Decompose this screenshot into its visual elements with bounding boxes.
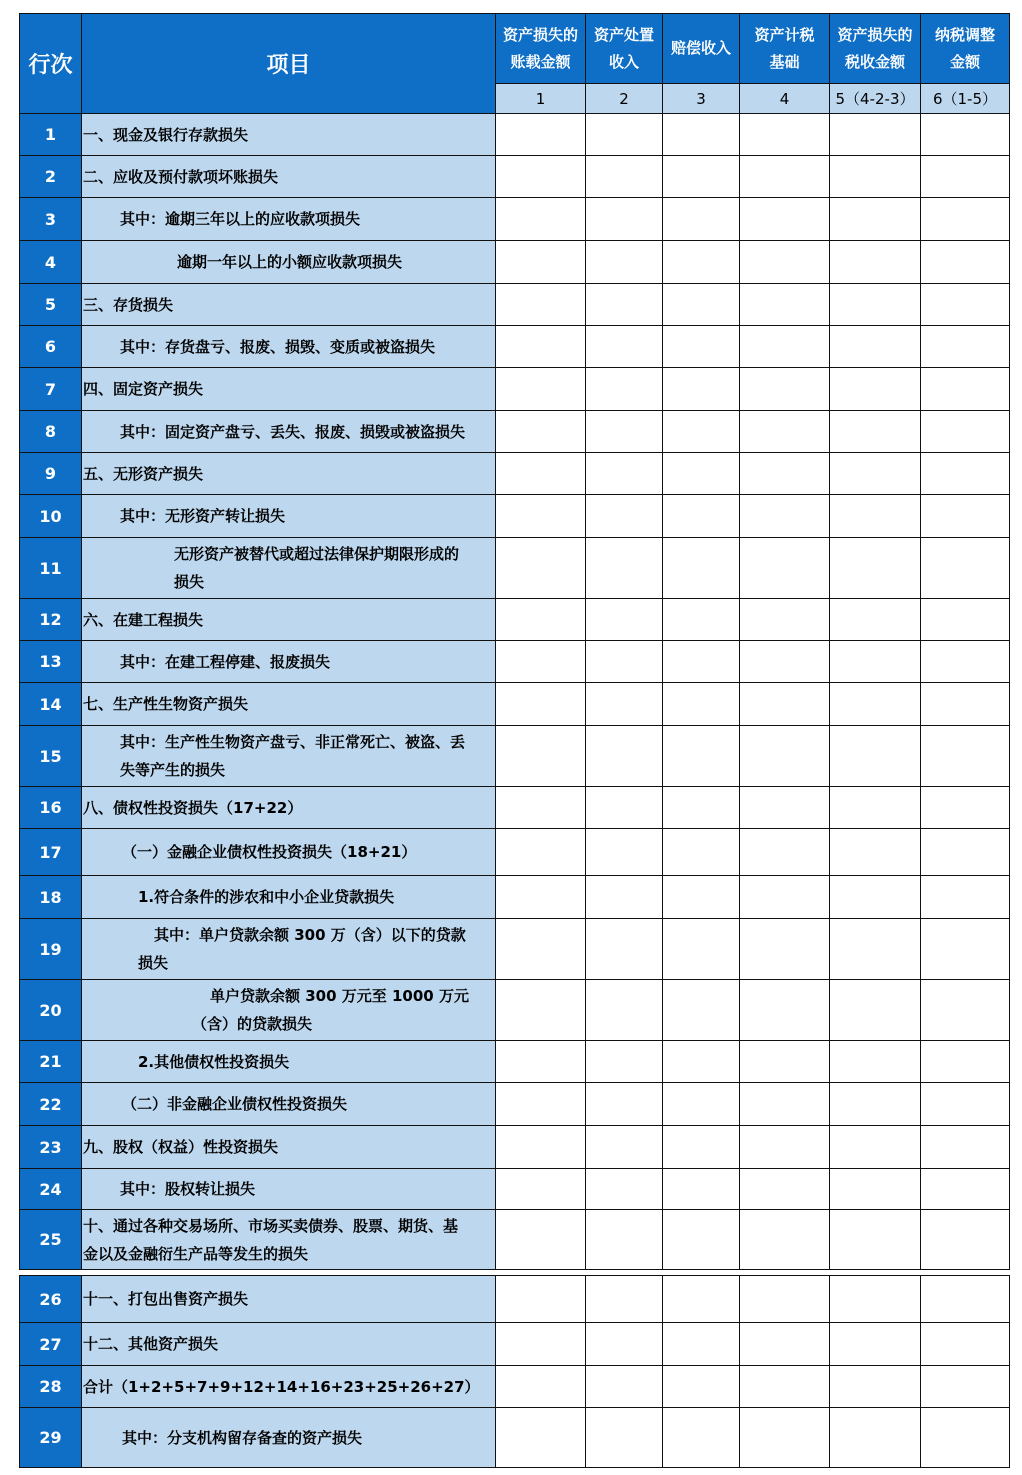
value-cell[interactable] <box>830 1083 921 1126</box>
value-cell[interactable] <box>830 284 921 326</box>
row-number: 12 <box>20 599 82 641</box>
row-number: 16 <box>20 787 82 829</box>
row-item-label: （二）非金融企业债权性投资损失 <box>82 1083 496 1126</box>
value-cell[interactable] <box>586 1126 663 1169</box>
value-cell[interactable] <box>740 1083 830 1126</box>
value-cell[interactable] <box>496 453 586 495</box>
value-cell[interactable] <box>586 368 663 411</box>
value-cell[interactable] <box>740 368 830 411</box>
value-cell[interactable] <box>830 114 921 156</box>
value-cell[interactable] <box>740 114 830 156</box>
value-cell[interactable] <box>496 683 586 726</box>
value-cell[interactable] <box>921 599 1010 641</box>
row-number: 10 <box>20 495 82 538</box>
table-row <box>20 919 1010 980</box>
value-cell[interactable] <box>830 198 921 241</box>
value-cell[interactable] <box>663 980 740 1041</box>
value-cell[interactable] <box>740 876 830 919</box>
value-cell[interactable] <box>830 641 921 683</box>
table-row <box>20 284 1010 326</box>
value-cell[interactable] <box>921 241 1010 284</box>
value-cell[interactable] <box>586 1323 663 1366</box>
table-row <box>20 1323 1010 1366</box>
row-number: 8 <box>20 411 82 453</box>
value-cell[interactable] <box>496 641 586 683</box>
row-item-label: 其中：在建工程停建、报废损失 <box>82 641 496 683</box>
row-number: 26 <box>20 1276 82 1323</box>
row-number: 6 <box>20 326 82 368</box>
row-item-label: 逾期一年以上的小额应收款项损失 <box>82 241 496 284</box>
value-cell[interactable] <box>740 919 830 980</box>
header-index-6: 6（1-5） <box>921 84 1010 114</box>
row-number: 27 <box>20 1323 82 1366</box>
table-row <box>20 241 1010 284</box>
value-cell[interactable] <box>740 829 830 876</box>
value-cell[interactable] <box>830 876 921 919</box>
table-row <box>20 1169 1010 1210</box>
value-cell[interactable] <box>921 156 1010 198</box>
table-row <box>20 1276 1010 1323</box>
table-row <box>20 1210 1010 1270</box>
value-cell[interactable] <box>663 919 740 980</box>
row-item-label: 单户贷款余额 300 万元至 1000 万元 （含）的贷款损失 <box>82 980 496 1041</box>
value-cell[interactable] <box>740 198 830 241</box>
row-item-label: 一、现金及银行存款损失 <box>82 114 496 156</box>
value-cell[interactable] <box>663 198 740 241</box>
header-col-5: 资产损失的 税收金额 <box>830 14 921 84</box>
value-cell[interactable] <box>921 829 1010 876</box>
table-row <box>20 980 1010 1041</box>
value-cell[interactable] <box>921 787 1010 829</box>
value-cell[interactable] <box>496 1210 586 1270</box>
header-col-6: 纳税调整 金额 <box>921 14 1010 84</box>
value-cell[interactable] <box>921 1323 1010 1366</box>
row-number: 19 <box>20 919 82 980</box>
value-cell[interactable] <box>921 538 1010 599</box>
value-cell[interactable] <box>586 198 663 241</box>
row-item-label: 其中：逾期三年以上的应收款项损失 <box>82 198 496 241</box>
value-cell[interactable] <box>830 156 921 198</box>
value-cell[interactable] <box>921 980 1010 1041</box>
row-item-label: 1.符合条件的涉农和中小企业贷款损失 <box>82 876 496 919</box>
value-cell[interactable] <box>740 495 830 538</box>
value-cell[interactable] <box>586 538 663 599</box>
table-row <box>20 876 1010 919</box>
row-item-label: 其中：存货盘亏、报废、损毁、变质或被盗损失 <box>82 326 496 368</box>
value-cell[interactable] <box>740 284 830 326</box>
value-cell[interactable] <box>496 1126 586 1169</box>
table-row <box>20 1041 1010 1083</box>
value-cell[interactable] <box>496 284 586 326</box>
row-item-label: 六、在建工程损失 <box>82 599 496 641</box>
row-item-label: 十、通过各种交易场所、市场买卖债券、股票、期货、基 金以及金融衍生产品等发生的损失 <box>82 1210 496 1270</box>
value-cell[interactable] <box>496 980 586 1041</box>
row-number: 11 <box>20 538 82 599</box>
value-cell[interactable] <box>663 641 740 683</box>
value-cell[interactable] <box>830 683 921 726</box>
row-item-label: 十一、打包出售资产损失 <box>82 1276 496 1323</box>
row-number: 24 <box>20 1169 82 1210</box>
row-number: 21 <box>20 1041 82 1083</box>
value-cell[interactable] <box>921 495 1010 538</box>
table-row <box>20 829 1010 876</box>
row-number: 4 <box>20 241 82 284</box>
table-row <box>20 683 1010 726</box>
value-cell[interactable] <box>921 1041 1010 1083</box>
value-cell[interactable] <box>586 599 663 641</box>
value-cell[interactable] <box>830 1126 921 1169</box>
value-cell[interactable] <box>740 241 830 284</box>
value-cell[interactable] <box>921 641 1010 683</box>
header-col-2: 资产处置 收入 <box>586 14 663 84</box>
row-number: 13 <box>20 641 82 683</box>
row-number: 2 <box>20 156 82 198</box>
value-cell[interactable] <box>921 368 1010 411</box>
value-cell[interactable] <box>663 1041 740 1083</box>
header-col-4: 资产计税 基础 <box>740 14 830 84</box>
value-cell[interactable] <box>663 241 740 284</box>
value-cell[interactable] <box>586 284 663 326</box>
row-item-label: 其中：单户贷款余额 300 万（含）以下的贷款 损失 <box>82 919 496 980</box>
table-row <box>20 114 1010 156</box>
row-item-label: 十二、其他资产损失 <box>82 1323 496 1366</box>
value-cell[interactable] <box>663 1126 740 1169</box>
value-cell[interactable] <box>830 1169 921 1210</box>
row-item-label: 九、股权（权益）性投资损失 <box>82 1126 496 1169</box>
value-cell[interactable] <box>663 599 740 641</box>
value-cell[interactable] <box>921 1276 1010 1323</box>
value-cell[interactable] <box>921 1169 1010 1210</box>
value-cell[interactable] <box>830 787 921 829</box>
value-cell[interactable] <box>663 538 740 599</box>
value-cell[interactable] <box>663 683 740 726</box>
value-cell[interactable] <box>586 1083 663 1126</box>
value-cell[interactable] <box>496 368 586 411</box>
row-number: 28 <box>20 1366 82 1408</box>
value-cell[interactable] <box>496 599 586 641</box>
header-index-2: 2 <box>586 84 663 114</box>
value-cell[interactable] <box>921 284 1010 326</box>
table-row <box>20 726 1010 787</box>
table-row <box>20 326 1010 368</box>
value-cell[interactable] <box>663 284 740 326</box>
value-cell[interactable] <box>586 156 663 198</box>
row-item-label: 其中：分支机构留存备查的资产损失 <box>82 1408 496 1468</box>
row-item-label: 四、固定资产损失 <box>82 368 496 411</box>
value-cell[interactable] <box>586 683 663 726</box>
value-cell[interactable] <box>586 1366 663 1408</box>
value-cell[interactable] <box>586 641 663 683</box>
row-item-label: 其中：股权转让损失 <box>82 1169 496 1210</box>
row-item-label: 无形资产被替代或超过法律保护期限形成的 损失 <box>82 538 496 599</box>
value-cell[interactable] <box>586 453 663 495</box>
value-cell[interactable] <box>663 411 740 453</box>
value-cell[interactable] <box>586 726 663 787</box>
value-cell[interactable] <box>830 495 921 538</box>
value-cell[interactable] <box>496 787 586 829</box>
value-cell[interactable] <box>921 726 1010 787</box>
value-cell[interactable] <box>663 1408 740 1468</box>
value-cell[interactable] <box>740 1366 830 1408</box>
value-cell[interactable] <box>496 1323 586 1366</box>
row-item-label: 七、生产性生物资产损失 <box>82 683 496 726</box>
header-col-3: 赔偿收入 <box>663 14 740 84</box>
value-cell[interactable] <box>663 1276 740 1323</box>
value-cell[interactable] <box>921 919 1010 980</box>
value-cell[interactable] <box>830 326 921 368</box>
value-cell[interactable] <box>496 198 586 241</box>
table-row <box>20 495 1010 538</box>
value-cell[interactable] <box>830 538 921 599</box>
value-cell[interactable] <box>740 1323 830 1366</box>
row-number: 3 <box>20 198 82 241</box>
value-cell[interactable] <box>496 538 586 599</box>
table-row <box>20 368 1010 411</box>
value-cell[interactable] <box>740 1210 830 1270</box>
row-item-label: 2.其他债权性投资损失 <box>82 1041 496 1083</box>
value-cell[interactable] <box>663 495 740 538</box>
value-cell[interactable] <box>740 683 830 726</box>
value-cell[interactable] <box>921 411 1010 453</box>
table-row <box>20 411 1010 453</box>
table-row <box>20 1126 1010 1169</box>
header-index-4: 4 <box>740 84 830 114</box>
value-cell[interactable] <box>496 876 586 919</box>
value-cell[interactable] <box>586 114 663 156</box>
value-cell[interactable] <box>830 1276 921 1323</box>
value-cell[interactable] <box>496 1408 586 1468</box>
row-number: 5 <box>20 284 82 326</box>
value-cell[interactable] <box>663 368 740 411</box>
row-number: 20 <box>20 980 82 1041</box>
value-cell[interactable] <box>663 114 740 156</box>
value-cell[interactable] <box>830 1041 921 1083</box>
value-cell[interactable] <box>663 1169 740 1210</box>
value-cell[interactable] <box>586 411 663 453</box>
value-cell[interactable] <box>740 599 830 641</box>
table-row <box>20 156 1010 198</box>
value-cell[interactable] <box>921 1366 1010 1408</box>
value-cell[interactable] <box>740 453 830 495</box>
value-cell[interactable] <box>921 1210 1010 1270</box>
value-cell[interactable] <box>830 1210 921 1270</box>
header-row <box>20 14 1010 84</box>
row-item-label: 合计（1+2+5+7+9+12+14+16+23+25+26+27） <box>82 1366 496 1408</box>
value-cell[interactable] <box>496 326 586 368</box>
value-cell[interactable] <box>496 1366 586 1408</box>
value-cell[interactable] <box>496 829 586 876</box>
value-cell[interactable] <box>586 980 663 1041</box>
value-cell[interactable] <box>830 368 921 411</box>
row-item-label: 五、无形资产损失 <box>82 453 496 495</box>
asset-loss-table <box>19 13 1010 1468</box>
value-cell[interactable] <box>496 495 586 538</box>
table-row <box>20 1366 1010 1408</box>
value-cell[interactable] <box>921 198 1010 241</box>
header-index-5: 5（4-2-3） <box>830 84 921 114</box>
value-cell[interactable] <box>586 1041 663 1083</box>
value-cell[interactable] <box>496 241 586 284</box>
row-number: 7 <box>20 368 82 411</box>
value-cell[interactable] <box>830 411 921 453</box>
value-cell[interactable] <box>496 1041 586 1083</box>
value-cell[interactable] <box>921 326 1010 368</box>
value-cell[interactable] <box>740 980 830 1041</box>
value-cell[interactable] <box>740 411 830 453</box>
value-cell[interactable] <box>830 241 921 284</box>
value-cell[interactable] <box>663 726 740 787</box>
row-number: 25 <box>20 1210 82 1270</box>
row-number: 14 <box>20 683 82 726</box>
row-number: 15 <box>20 726 82 787</box>
value-cell[interactable] <box>740 1126 830 1169</box>
value-cell[interactable] <box>921 1408 1010 1468</box>
value-cell[interactable] <box>496 726 586 787</box>
value-cell[interactable] <box>921 876 1010 919</box>
value-cell[interactable] <box>586 326 663 368</box>
value-cell[interactable] <box>740 726 830 787</box>
value-cell[interactable] <box>830 980 921 1041</box>
row-number: 9 <box>20 453 82 495</box>
value-cell[interactable] <box>586 919 663 980</box>
value-cell[interactable] <box>496 156 586 198</box>
row-item-label: 其中：无形资产转让损失 <box>82 495 496 538</box>
value-cell[interactable] <box>740 156 830 198</box>
header-rowno: 行次 <box>20 14 82 114</box>
value-cell[interactable] <box>663 453 740 495</box>
value-cell[interactable] <box>740 787 830 829</box>
value-cell[interactable] <box>586 1210 663 1270</box>
value-cell[interactable] <box>830 1366 921 1408</box>
row-item-label: 二、应收及预付款项坏账损失 <box>82 156 496 198</box>
table-row <box>20 1408 1010 1468</box>
row-item-label: （一）金融企业债权性投资损失（18+21） <box>82 829 496 876</box>
value-cell[interactable] <box>586 1408 663 1468</box>
value-cell[interactable] <box>496 1083 586 1126</box>
table-row <box>20 599 1010 641</box>
value-cell[interactable] <box>586 1169 663 1210</box>
row-number: 17 <box>20 829 82 876</box>
value-cell[interactable] <box>663 1083 740 1126</box>
header-col-1: 资产损失的 账载金额 <box>496 14 586 84</box>
header-item: 项目 <box>82 14 496 114</box>
table-row <box>20 198 1010 241</box>
row-number: 22 <box>20 1083 82 1126</box>
value-cell[interactable] <box>496 411 586 453</box>
table-row <box>20 787 1010 829</box>
value-cell[interactable] <box>496 1169 586 1210</box>
value-cell[interactable] <box>740 326 830 368</box>
value-cell[interactable] <box>830 829 921 876</box>
value-cell[interactable] <box>921 683 1010 726</box>
value-cell[interactable] <box>586 1276 663 1323</box>
row-number: 1 <box>20 114 82 156</box>
row-item-label: 其中：固定资产盘亏、丢失、报废、损毁或被盗损失 <box>82 411 496 453</box>
value-cell[interactable] <box>586 495 663 538</box>
value-cell[interactable] <box>663 1366 740 1408</box>
table-row <box>20 641 1010 683</box>
value-cell[interactable] <box>663 1210 740 1270</box>
value-cell[interactable] <box>830 1323 921 1366</box>
row-item-label: 八、债权性投资损失（17+22） <box>82 787 496 829</box>
value-cell[interactable] <box>740 1169 830 1210</box>
value-cell[interactable] <box>663 156 740 198</box>
value-cell[interactable] <box>921 1083 1010 1126</box>
value-cell[interactable] <box>740 1276 830 1323</box>
value-cell[interactable] <box>921 1126 1010 1169</box>
table-row <box>20 453 1010 495</box>
asset-loss-table-sheet <box>19 13 1009 1468</box>
value-cell[interactable] <box>830 599 921 641</box>
value-cell[interactable] <box>921 114 1010 156</box>
value-cell[interactable] <box>740 1408 830 1468</box>
table-row <box>20 1083 1010 1126</box>
value-cell[interactable] <box>496 1276 586 1323</box>
value-cell[interactable] <box>586 876 663 919</box>
value-cell[interactable] <box>496 114 586 156</box>
value-cell[interactable] <box>586 241 663 284</box>
row-item-label: 三、存货损失 <box>82 284 496 326</box>
header-index-1: 1 <box>496 84 586 114</box>
value-cell[interactable] <box>921 453 1010 495</box>
value-cell[interactable] <box>830 919 921 980</box>
value-cell[interactable] <box>586 787 663 829</box>
value-cell[interactable] <box>663 1323 740 1366</box>
row-number: 23 <box>20 1126 82 1169</box>
value-cell[interactable] <box>830 1408 921 1468</box>
header-index-3: 3 <box>663 84 740 114</box>
value-cell[interactable] <box>830 453 921 495</box>
value-cell[interactable] <box>663 787 740 829</box>
value-cell[interactable] <box>740 538 830 599</box>
value-cell[interactable] <box>663 829 740 876</box>
value-cell[interactable] <box>830 726 921 787</box>
value-cell[interactable] <box>740 641 830 683</box>
row-number: 29 <box>20 1408 82 1468</box>
value-cell[interactable] <box>586 829 663 876</box>
table-row <box>20 538 1010 599</box>
value-cell[interactable] <box>663 326 740 368</box>
value-cell[interactable] <box>496 919 586 980</box>
value-cell[interactable] <box>740 1041 830 1083</box>
row-item-label: 其中：生产性生物资产盘亏、非正常死亡、被盗、丢 失等产生的损失 <box>82 726 496 787</box>
value-cell[interactable] <box>663 876 740 919</box>
row-number: 18 <box>20 876 82 919</box>
